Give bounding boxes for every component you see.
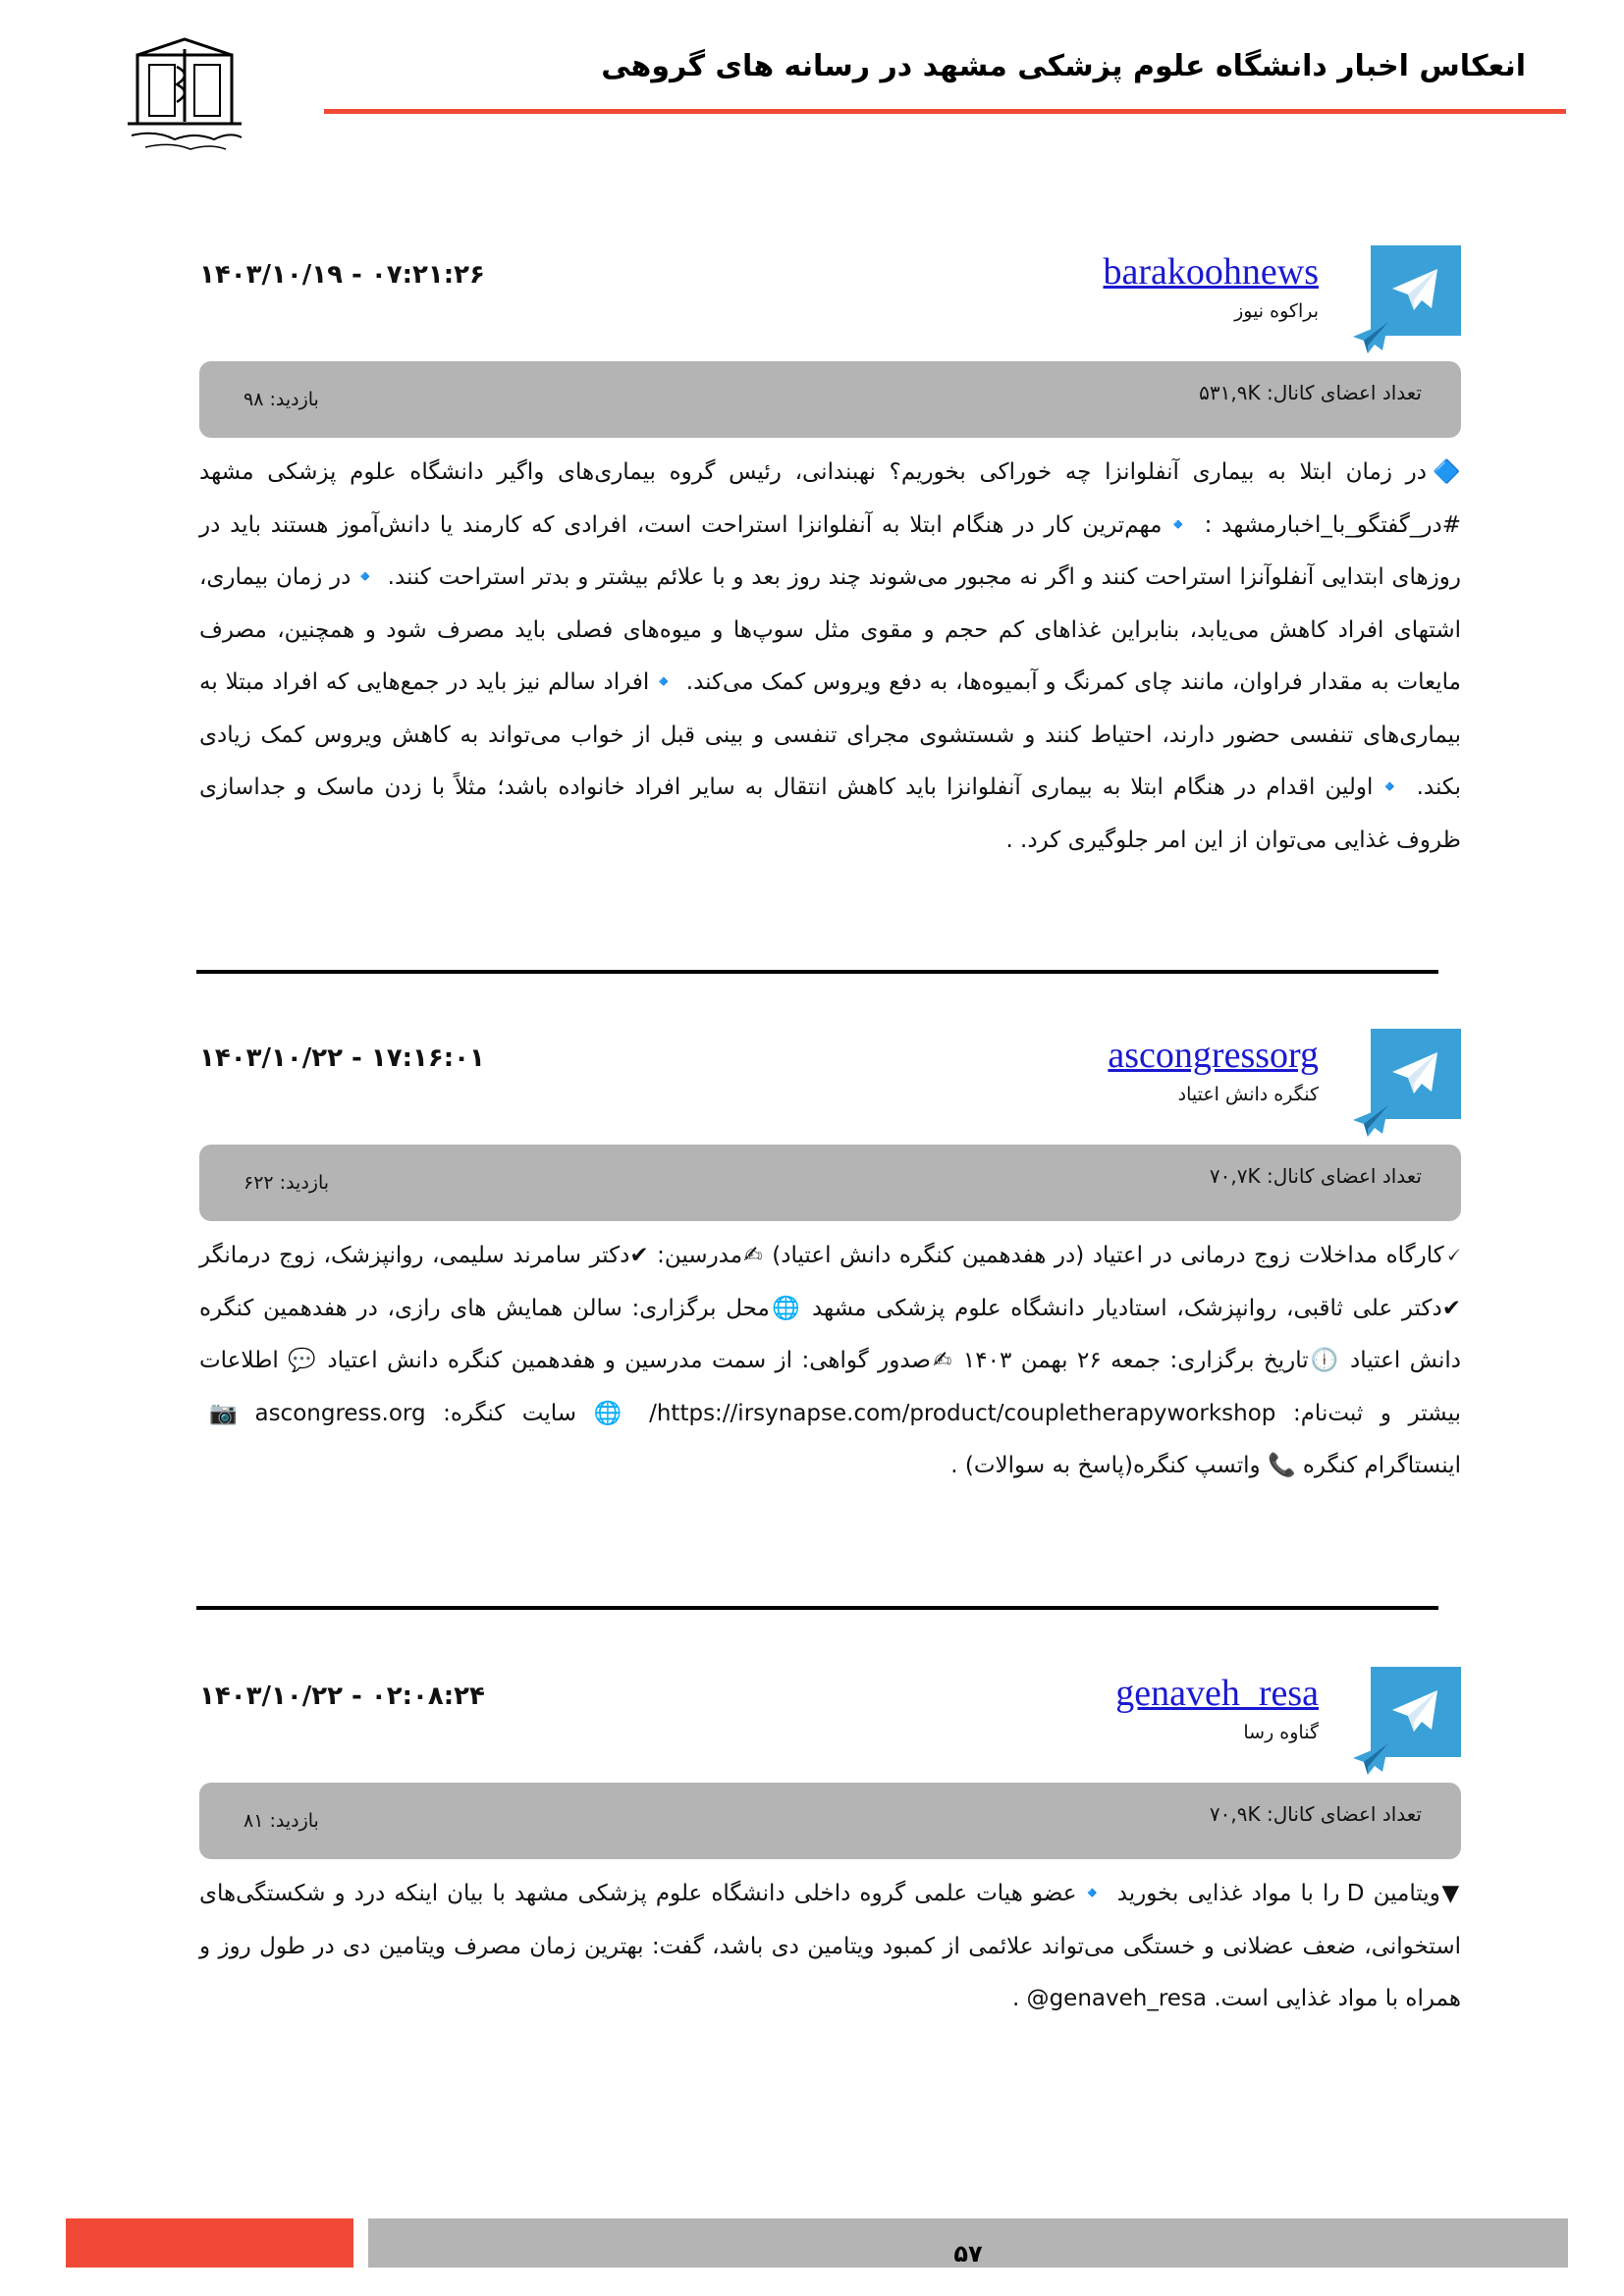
stats-bar bbox=[199, 361, 1461, 438]
view-count: بازدید: ۶۲۲ bbox=[244, 1172, 330, 1194]
view-count: بازدید: ۸۱ bbox=[244, 1810, 319, 1832]
member-count: تعداد اعضای کانال: ۷۰,۷K bbox=[1209, 1164, 1422, 1188]
telegram-badge-icon bbox=[1351, 1741, 1390, 1777]
header-rule bbox=[324, 109, 1566, 114]
channel-name: گناوه رسا bbox=[1243, 1722, 1319, 1743]
page-title: انعکاس اخبار دانشگاه علوم پزشکی مشهد در رسانه های گروهی bbox=[601, 49, 1526, 83]
post-datetime: ۱۴۰۳/۱۰/۱۹ - ۰۷:۲۱:۲۶ bbox=[199, 260, 485, 290]
post-body: 🗸کارگاه مداخلات زوج درمانی در اعتیاد (در هفدهمین کنگره دانش اعتیاد) ✍مدرسین: ✔دکتر سامرند سلیمی، روانپزشک، زوج درمانگر ✔دکتر علی ثاقبی، روانپزشک، استادیار دانشگاه علوم پزشکی مشهد 🌐محل برگزاری: سالن همایش های رازی، در هفدهمین کنگره دانش اعتیاد 🕕تاریخ برگزاری: جمعه ۲۶ بهمن ۱۴۰۳ ✍صدور گواهی: از سمت مدرسین و هفدهمین کنگره دانش اعتیاد 💬 اطلاعات بیشتر و ثبت‌نام: https://irsynapse.com/product/coupletherapyworkshop/ 🌐 سایت کنگره: ascongress.org 📷 اینستاگرام کنگره 📞 واتسپ کنگره(پاسخ به سوالات) . bbox=[199, 1243, 1462, 1478]
telegram-badge-icon bbox=[1351, 1103, 1390, 1139]
post-body: 🔷در زمان ابتلا به بیماری آنفلوانزا چه خوراکی بخوریم؟ نهبندانی، رئیس گروه بیماری‌های واگیر دانشگاه علوم پزشکی مشهد #در_گفتگو_با_اخبارمشهد : 🔹مهم‌ترین کار در هنگام ابتلا به آنفلوانزا استراحت است، افرادی که کارمند یا دانش‌آموز هستند باید در روزهای ابتدایی آنفلوآنزا استراحت کنند و اگر نه مجبور می‌شوند چند روز بعد و با علائم بیشتر و بدتر استراحت کنند. 🔹در زمان بیماری، اشتهای افراد کاهش می‌یابد، بنابراین غذاهای کم حجم و مقوی مثل سوپ‌ها و میوه‌های فصلی باید مصرف شود و همچنین، مصرف مایعات به مقدار فراوان، مانند چای کمرنگ و آبمیوه‌ها، به دفع ویروس کمک می‌کند. 🔹افراد سالم نیز باید در جمع‌هایی که افراد مبتلا به بیماری‌های تنفسی حضور دارند، احتیاط کنند و شستشوی مجرای تنفسی و بینی قبل از خواب می‌تواند به کاهش ویروس کمک زیادی بکند. 🔹اولین اقدام در هنگام ابتلا به بیماری آنفلوانزا باید کاهش انتقال به سایر افراد خانواده باشد؛ مثلاً با زدن ماسک و جداسازی ظروف غذایی می‌توان از این امر جلوگیری کرد. . bbox=[199, 459, 1461, 853]
stats-bar bbox=[199, 1145, 1461, 1221]
page-number: ۵۷ bbox=[953, 2240, 983, 2268]
post-3 bbox=[199, 1667, 1461, 2020]
post-datetime: ۱۴۰۳/۱۰/۲۲ - ۱۷:۱۶:۰۱ bbox=[199, 1043, 485, 1073]
view-count: بازدید: ۹۸ bbox=[244, 389, 319, 410]
member-count: تعداد اعضای کانال: ۵۳۱,۹K bbox=[1199, 381, 1422, 404]
post-1 bbox=[199, 245, 1461, 864]
channel-name: براکوه نیوز bbox=[1234, 300, 1319, 322]
post-separator bbox=[196, 1606, 1438, 1610]
post-2 bbox=[199, 1029, 1461, 1520]
post-separator bbox=[196, 970, 1438, 974]
telegram-badge-icon bbox=[1351, 320, 1390, 355]
post-body: ▼ویتامین D را با مواد غذایی بخورید 🔹عضو هیات علمی گروه داخلی دانشگاه علوم پزشکی مشهد با بیان اینکه درد و شکستگی‌های استخوانی، ضعف عضلانی و خستگی می‌تواند علائمی از کمبود ویتامین دی باشد، گفت: بهترین زمان مصرف ویتامین دی در طول روز و همراه با مواد غذایی است. genaveh_resa@ . bbox=[199, 1881, 1461, 2011]
footer-accent-bar bbox=[66, 2218, 353, 2268]
member-count: تعداد اعضای کانال: ۷۰,۹K bbox=[1209, 1802, 1422, 1826]
channel-link[interactable]: ascongressorg bbox=[1108, 1035, 1319, 1076]
channel-name: کنگره دانش اعتیاد bbox=[1177, 1084, 1319, 1105]
post-datetime: ۱۴۰۳/۱۰/۲۲ - ۰۲:۰۸:۲۴ bbox=[199, 1682, 485, 1711]
university-logo bbox=[116, 37, 253, 165]
stats-bar bbox=[199, 1783, 1461, 1859]
channel-link[interactable]: genaveh_resa bbox=[1115, 1673, 1319, 1714]
channel-link[interactable]: barakoohnews bbox=[1103, 251, 1319, 293]
